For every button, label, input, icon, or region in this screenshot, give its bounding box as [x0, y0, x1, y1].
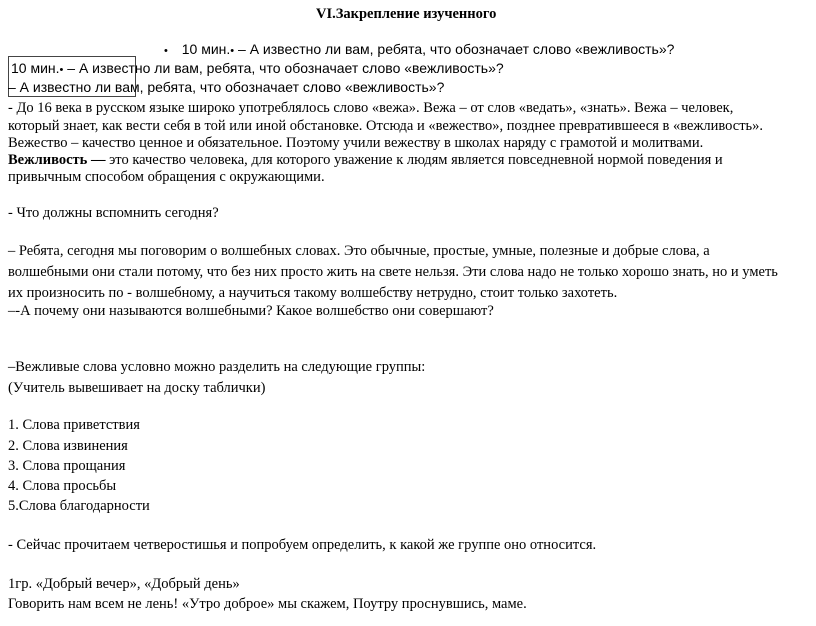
bullet-icon: • [164, 45, 168, 57]
question-remember: - Что должны вспомнить сегодня? [8, 205, 219, 221]
paragraph-line: их произносить по - волшебному, а научиться такому волшебству нетрудно, стоит только захотеть. [8, 285, 618, 301]
teacher-note: (Учитель вывешивает на доску таблички) [8, 380, 266, 396]
task-line: - Сейчас прочитаем четверостишья и попробуем определить, к какой же группе оно относится. [8, 537, 597, 553]
bullet-icon: • [230, 45, 235, 57]
repeat-line: – А известно ли вам, ребята, что обозначает слово «вежливость»? [8, 79, 445, 95]
bullet-line [164, 40, 674, 60]
poem-line: Говорить нам всем не лень! «Утро доброе» мы скажем, Поутру проснувшись, маме. [8, 596, 527, 612]
paragraph-line: –-А почему они называются волшебными? Какое волшебство они совершают? [8, 303, 494, 319]
list-item: 1. Слова приветствия [8, 417, 140, 433]
poem-line: 1гр. «Добрый вечер», «Добрый день» [8, 576, 240, 592]
paragraph-line: волшебными они стали потому, что без них просто жить на свете нельзя. Эти слова надо не только хорошо знать, но и уметь [8, 264, 778, 280]
groups-intro: –Вежливые слова условно можно разделить на следующие группы: [8, 359, 426, 375]
paragraph-line: - До 16 века в русском языке широко употреблялось слово «вежа». Вежа – от слов «ведать», «знать». Вежа – человек, [8, 100, 734, 116]
list-item: 2. Слова извинения [8, 438, 128, 454]
bullet-icon: • [59, 64, 64, 76]
question-text: – А известно ли вам, ребята, что обозначает слово «вежливость»? [67, 60, 504, 76]
paragraph-line: – Ребята, сегодня мы поговорим о волшебных словах. Это обычные, простые, умные, полезные и добрые слова, а [8, 243, 710, 259]
definition-cont: привычным способом обращения с окружающими. [8, 169, 325, 185]
definition-term: Вежливость — [8, 152, 106, 168]
list-item: 3. Слова прощания [8, 458, 126, 474]
time-label: 10 мин. [11, 60, 60, 76]
definition [8, 151, 723, 169]
box-line [11, 59, 504, 79]
time-label: 10 мин. [181, 41, 231, 57]
list-item: 5.Слова благодарности [8, 498, 150, 514]
section-title: VI.Закрепление изученного [316, 6, 497, 22]
paragraph-line: Вежество – качество ценное и обязательное. Поэтому учили вежеству в школах наряду с грамотой и молитвами. [8, 135, 704, 151]
paragraph-line: который знает, как вести себя в той или иной обстановке. Отсюда и «вежество», позднее превратившееся в «вежливость». [8, 118, 764, 134]
list-item: 4. Слова просьбы [8, 478, 117, 494]
definition-text: это качество человека, для которого уважение к людям является повседневной нормой поведения и [105, 152, 723, 168]
question-text: – А известно ли вам, ребята, что обозначает слово «вежливость»? [238, 41, 675, 57]
